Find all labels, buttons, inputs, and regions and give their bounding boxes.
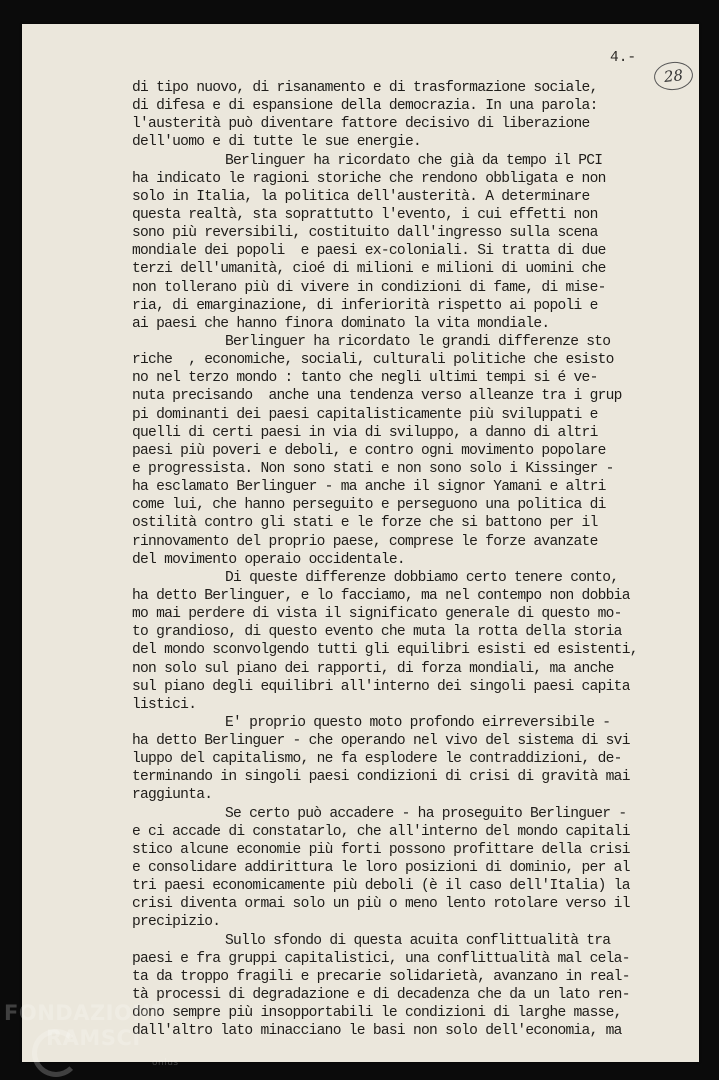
text-line: Berlinguer ha ricordato che già da tempo il PCI: [225, 152, 603, 169]
text-line: dono sempre più insopportabili le condizioni di larghe masse,: [132, 1005, 622, 1022]
text-line: pi dominanti dei paesi capitalisticamente più sviluppati e: [132, 406, 598, 423]
text-line: luppo del capitalismo, ne fa esplodere le contraddizioni, de-: [132, 751, 622, 768]
text-line: questa realtà, sta soprattutto l'evento, i cui effetti non: [132, 206, 598, 223]
text-line: non tollerano più di vivere in condizioni di fame, di mise-: [132, 279, 606, 296]
text-line: ai paesi che hanno finora dominato la vita mondiale.: [132, 315, 550, 332]
text-line: mo mai perdere di vista il significato generale di questo mo-: [132, 606, 622, 623]
text-line: raggiunta.: [132, 787, 213, 804]
text-line: ha detto Berlinguer, e lo facciamo, ma nel contempo non dobbia: [132, 587, 630, 604]
text-line: non solo sul piano dei rapporti, di forza mondiali, ma anche: [132, 660, 614, 677]
text-line: ha indicato le ragioni storiche che rendono obbligata e non: [132, 170, 606, 187]
text-line: dell'uomo e di tutte le sue energie.: [132, 134, 421, 151]
text-line: Sullo sfondo di questa acuita conflittualità tra: [225, 932, 611, 949]
text-line: ha detto Berlinguer - che operando nel vivo del sistema di svi: [132, 733, 630, 750]
text-line: sul piano degli equilibri all'interno dei singoli paesi capita: [132, 678, 630, 695]
text-line: tri paesi economicamente più deboli (è il caso dell'Italia) la: [132, 878, 630, 895]
text-line: ha esclamato Berlinguer - ma anche il signor Yamani e altri: [132, 479, 606, 496]
text-line: dall'altro lato minacciano le basi non solo dell'economia, ma: [132, 1023, 622, 1040]
text-line: solo in Italia, la politica dell'austerità. A determinare: [132, 188, 590, 205]
text-line: ta da troppo fragili e precarie solidarietà, avanzano in real-: [132, 968, 630, 985]
text-line: Berlinguer ha ricordato le grandi differenze sto: [225, 333, 611, 350]
text-line: del mondo sconvolgendo tutti gli equilibri esisti ed esistenti,: [132, 642, 638, 659]
text-line: ostilità contro gli stati e le forze che si battono per il: [132, 515, 598, 532]
fondazione-gramsci-watermark: [4, 1001, 179, 1068]
text-line: come lui, che hanno perseguito e perseguono una politica di: [132, 497, 606, 514]
text-line: l'austerità può diventare fattore decisivo di liberazione: [132, 116, 590, 133]
text-line: paesi e fra gruppi capitalistici, una conflittualità mal cela-: [132, 950, 630, 967]
text-line: tà processi di degradazione e di decadenza che da un lato ren-: [132, 987, 630, 1004]
text-line: precipizio.: [132, 914, 221, 931]
text-line: riche , economiche, sociali, culturali politiche che esisto: [132, 352, 614, 369]
text-line: e progressista. Non sono stati e non sono solo i Kissinger -: [132, 460, 614, 477]
text-line: nuta precisando anche una tendenza verso alleanze tra i grup: [132, 388, 622, 405]
typewritten-text: [132, 79, 652, 1040]
watermark-line-1: FONDAZIONE: [4, 1001, 166, 1025]
text-line: rinnovamento del proprio paese, comprese le forze avanzate: [132, 533, 598, 550]
page-number: 4.-: [610, 50, 637, 66]
gramsci-g-logo-icon: [32, 1029, 80, 1077]
text-line: Di queste differenze dobbiamo certo tenere conto,: [225, 569, 619, 586]
text-line: di tipo nuovo, di risanamento e di trasformazione sociale,: [132, 80, 598, 96]
text-line: terzi dell'umanità, cioé di milioni e milioni di uomini che: [132, 261, 606, 278]
text-line: paesi più poveri e deboli, e contro ogni movimento popolare: [132, 442, 606, 459]
text-line: no nel terzo mondo : tanto che negli ultimi tempi si é ve-: [132, 370, 598, 387]
text-line: di difesa e di espansione della democrazia. In una parola:: [132, 98, 598, 115]
text-line: to grandioso, di questo evento che muta la rotta della storia: [132, 624, 622, 641]
document-page: [22, 24, 699, 1062]
text-line: del movimento operaio occidentale.: [132, 551, 405, 568]
watermark-suffix: onlus: [152, 1058, 179, 1068]
text-line: E' proprio questo moto profondo eirreversibile -: [225, 714, 611, 731]
text-line: Se certo può accadere - ha proseguito Berlinguer -: [225, 805, 627, 822]
text-line: mondiale dei popoli e paesi ex-coloniali. Si tratta di due: [132, 243, 606, 260]
watermark-line-2: RAMSCI: [46, 1026, 141, 1050]
text-line: ria, di emarginazione, di inferiorità rispetto ai popoli e: [132, 297, 598, 314]
text-line: listici.: [132, 696, 197, 713]
text-line: quelli di certi paesi in via di sviluppo, a danno di altri: [132, 424, 598, 441]
text-line: stico alcune economie più forti possono profittare della crisi: [132, 841, 630, 858]
text-line: crisi diventa ormai solo un più o meno lento rotolare verso il: [132, 896, 630, 913]
archive-stamp: 28: [653, 60, 695, 92]
text-line: e consolidare addirittura le loro posizioni di dominio, per al: [132, 860, 630, 877]
text-line: terminando in singoli paesi condizioni di crisi di gravità mai: [132, 769, 630, 786]
text-line: e ci accade di constatarlo, che all'interno del mondo capitali: [132, 823, 630, 840]
text-line: sono più reversibili, costituito dall'ingresso sulla scena: [132, 225, 598, 242]
